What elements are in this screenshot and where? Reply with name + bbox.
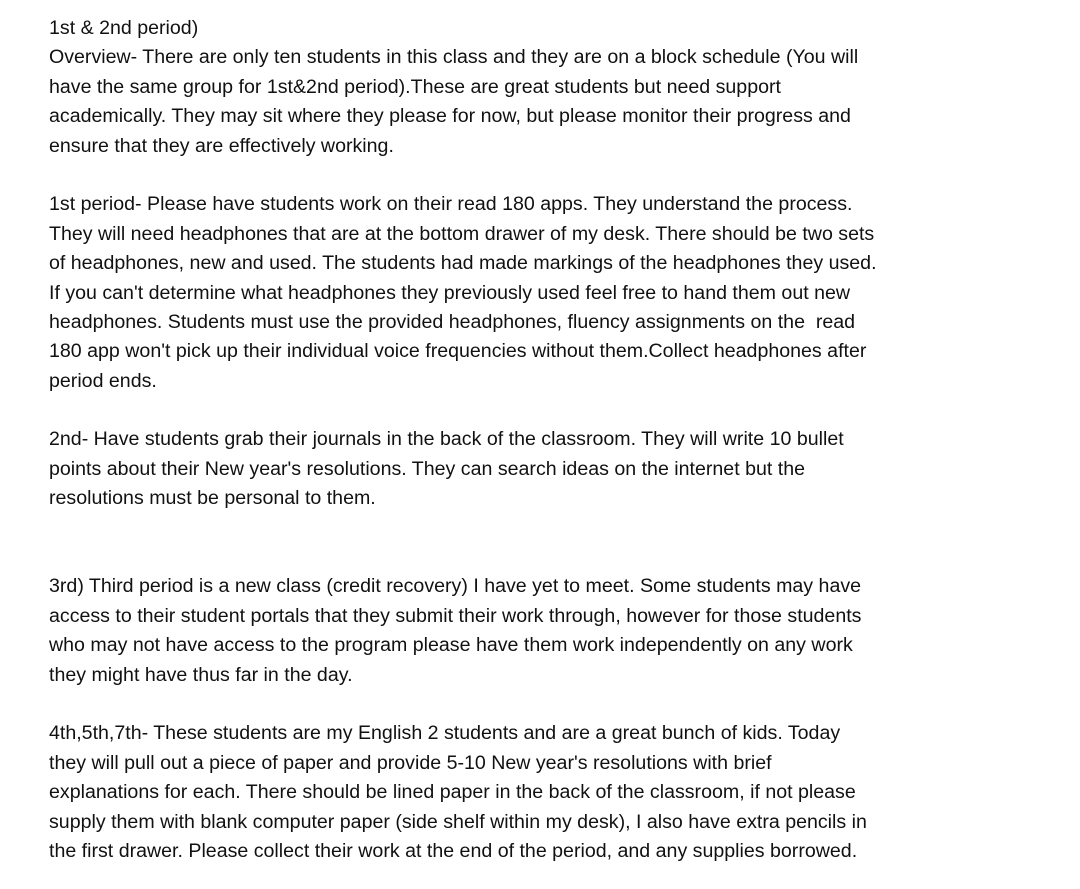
fourth-fifth-seventh-line: explanations for each. There should be lined paper in the back of the classroom, if not please [49, 781, 856, 804]
first-period-line: period ends. [49, 369, 157, 392]
first-period-line: They will need headphones that are at the bottom drawer of my desk. There should be two sets [49, 222, 875, 245]
period-heading: 1st & 2nd period) [49, 17, 199, 39]
fourth-fifth-seventh-paragraph [49, 719, 1059, 866]
second-period-paragraph [49, 425, 1059, 513]
fourth-fifth-seventh-line: 4th,5th,7th- These students are my English 2 students and are a great bunch of kids. Today [49, 722, 841, 745]
document-body [49, 14, 1059, 866]
first-period-line: 180 app won't pick up their individual voice frequencies without them.Collect headphones after [49, 340, 867, 363]
third-period-line: who may not have access to the program please have them work independently on any work [49, 634, 853, 657]
paragraph-spacer [49, 690, 1059, 719]
first-period-line: 1st period- Please have students work on their read 180 apps. They understand the process. [49, 193, 853, 216]
overview-line: Overview- There are only ten students in this class and they are on a block schedule (You will [49, 46, 859, 69]
overview-line: ensure that they are effectively working. [49, 134, 394, 157]
fourth-fifth-seventh-line: the first drawer. Please collect their work at the end of the period, and any supplies borrowed. [49, 839, 858, 862]
paragraph-spacer [49, 161, 1059, 190]
first-period-line: headphones. Students must use the provided headphones, fluency assignments on the read [49, 310, 856, 333]
paragraph-spacer [49, 514, 1059, 573]
first-period-line: of headphones, new and used. The students had made markings of the headphones they used. [49, 252, 877, 275]
fourth-fifth-seventh-line: they will pull out a piece of paper and provide 5-10 New year's resolutions with brief [49, 751, 772, 774]
third-period-line: 3rd) Third period is a new class (credit recovery) I have yet to meet. Some students may have [49, 575, 862, 598]
paragraph-spacer [49, 396, 1059, 425]
third-period-line: access to their student portals that they submit their work through, however for those students [49, 604, 862, 627]
second-period-line: 2nd- Have students grab their journals in the back of the classroom. They will write 10 bullet [49, 428, 844, 451]
third-period-line: they might have thus far in the day. [49, 663, 353, 686]
first-period-paragraph [49, 190, 1059, 396]
fourth-fifth-seventh-line: supply them with blank computer paper (side shelf within my desk), I also have extra pencils in [49, 810, 867, 833]
first-period-line: If you can't determine what headphones they previously used feel free to hand them out new [49, 281, 851, 304]
second-period-line: points about their New year's resolutions. They can search ideas on the internet but the [49, 457, 806, 480]
overview-line: academically. They may sit where they please for now, but please monitor their progress and [49, 105, 851, 128]
second-period-line: resolutions must be personal to them. [49, 487, 376, 510]
overview-paragraph [49, 43, 1059, 161]
third-period-paragraph [49, 572, 1059, 690]
overview-line: have the same group for 1st&2nd period).These are great students but need support [49, 75, 781, 98]
